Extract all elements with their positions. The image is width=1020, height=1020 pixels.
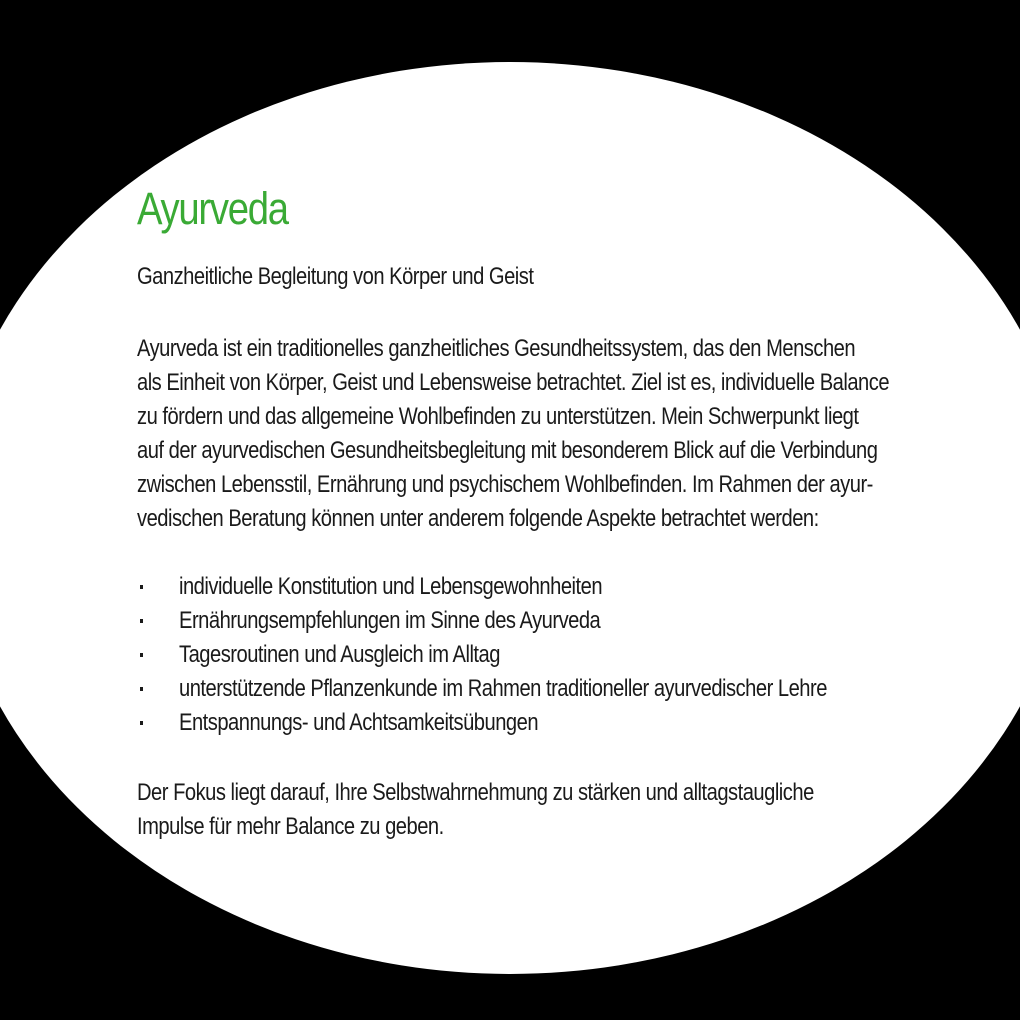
closing-paragraph [137, 776, 937, 844]
closing-line: Der Fokus liegt darauf, Ihre Selbstwahrnehmung zu stärken und alltagstaugliche [137, 779, 814, 806]
list-item [137, 638, 937, 672]
bullet-icon [140, 721, 143, 725]
bullet-icon [140, 619, 143, 623]
list-item-text: unterstützende Pflanzenkunde im Rahmen traditioneller ayurvedischer Lehre [179, 675, 827, 702]
list-item-text: individuelle Konstitution und Lebensgewohnheiten [179, 573, 603, 600]
bullet-icon [140, 653, 143, 657]
list-item [137, 570, 937, 604]
list-item-text: Tagesroutinen und Ausgleich im Alltag [179, 641, 500, 668]
page-title: Ayurveda [137, 183, 288, 234]
list-item-text: Ernährungsempfehlungen im Sinne des Ayurveda [179, 607, 601, 634]
closing-line: Impulse für mehr Balance zu geben. [137, 813, 444, 840]
intro-line: zu fördern und das allgemeine Wohlbefinden zu unterstützen. Mein Schwerpunkt liegt [137, 403, 859, 430]
list-item [137, 604, 937, 638]
intro-line: auf der ayurvedischen Gesundheitsbegleitung mit besonderem Blick auf die Verbindung [137, 437, 878, 464]
intro-line: Ayurveda ist ein traditionelles ganzheitliches Gesundheitssystem, das den Menschen [137, 335, 856, 362]
list-item [137, 706, 937, 740]
list-item-text: Entspannungs- und Achtsamkeitsübungen [179, 709, 539, 736]
intro-line: vedischen Beratung können unter anderem folgende Aspekte betrachtet werden: [137, 505, 819, 532]
subtitle: Ganzheitliche Begleitung von Körper und Geist [137, 263, 534, 290]
bullet-icon [140, 687, 143, 691]
list-item [137, 672, 937, 706]
content-area [137, 182, 937, 844]
bullet-icon [140, 585, 143, 589]
intro-paragraph [137, 332, 937, 536]
intro-line: als Einheit von Körper, Geist und Lebensweise betrachtet. Ziel ist es, individuelle Balance [137, 369, 890, 396]
aspect-list [137, 570, 937, 740]
intro-line: zwischen Lebensstil, Ernährung und psychischem Wohlbefinden. Im Rahmen der ayur- [137, 471, 873, 498]
